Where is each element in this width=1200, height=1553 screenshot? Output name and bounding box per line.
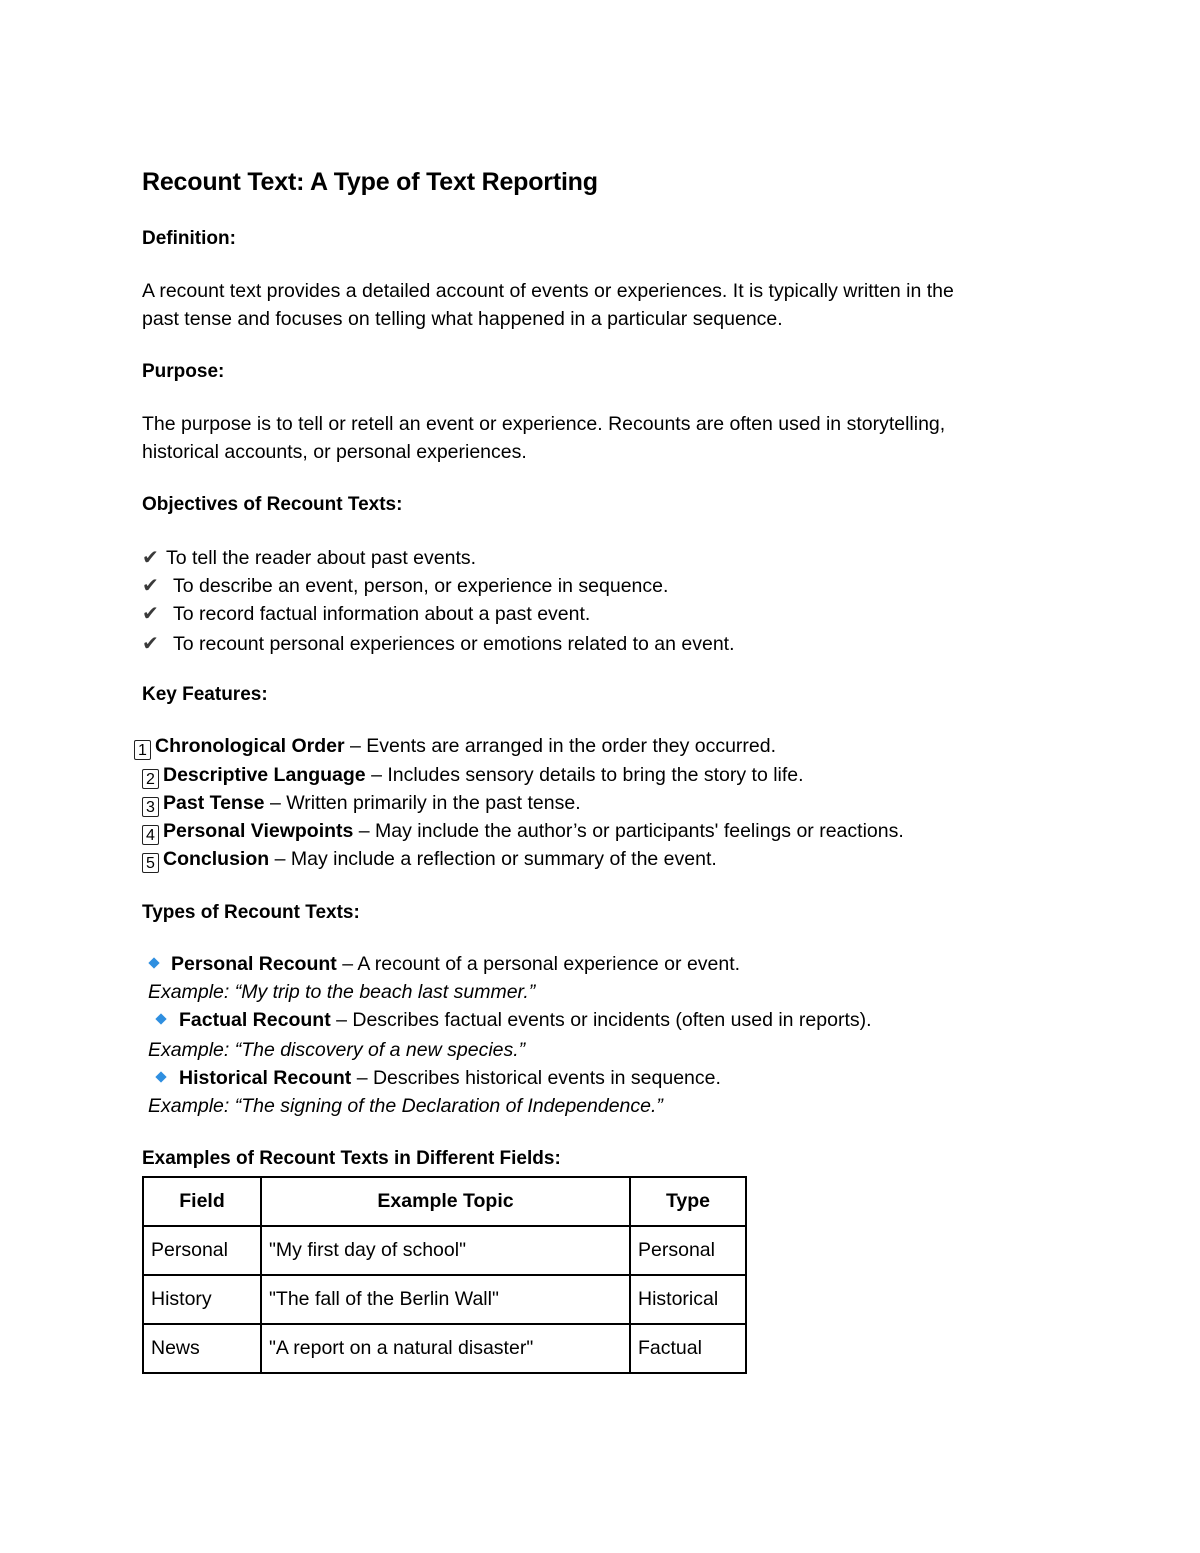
column-header-field: Field <box>143 1177 261 1226</box>
type-desc: – Describes historical events in sequence. <box>351 1067 721 1089</box>
objective-item <box>142 601 590 626</box>
purpose-text-line-1: The purpose is to tell or retell an event or experience. Recounts are often used in storytelling, <box>142 413 946 435</box>
table-cell: Factual <box>630 1324 746 1373</box>
blue-diamond-icon <box>155 1013 166 1024</box>
column-header-example-topic: Example Topic <box>261 1177 630 1226</box>
table-cell: Personal <box>630 1226 746 1275</box>
feature-term: Past Tense <box>163 792 265 814</box>
check-mark-icon: ✔ <box>142 547 159 569</box>
feature-item <box>142 820 904 845</box>
feature-desc: – May include the author’s or participants' feelings or reactions. <box>353 820 904 842</box>
table-cell: News <box>143 1324 261 1373</box>
purpose-heading: Purpose: <box>142 361 225 382</box>
number-1-icon: 1 <box>134 740 151 760</box>
number-3-icon: 3 <box>142 797 159 817</box>
objective-text: To recount personal experiences or emotions related to an event. <box>173 633 735 655</box>
table-cell: "A report on a natural disaster" <box>261 1324 630 1373</box>
feature-term: Chronological Order <box>155 735 345 757</box>
type-term: Factual Recount <box>179 1009 331 1031</box>
page-title: Recount Text: A Type of Text Reporting <box>142 168 598 196</box>
type-desc: – A recount of a personal experience or event. <box>336 953 741 975</box>
feature-item <box>142 792 581 817</box>
type-item <box>142 1067 721 1090</box>
examples-table <box>142 1176 747 1374</box>
table-cell: Personal <box>143 1226 261 1275</box>
feature-term: Personal Viewpoints <box>163 820 354 842</box>
blue-diamond-icon <box>155 1071 166 1082</box>
feature-item <box>142 848 717 873</box>
objective-item <box>142 573 668 598</box>
examples-heading: Examples of Recount Texts in Different Fields: <box>142 1148 561 1169</box>
feature-item <box>142 764 804 789</box>
table-header-row <box>143 1177 746 1226</box>
type-item <box>142 1009 872 1032</box>
feature-term: Conclusion <box>163 848 270 870</box>
type-example: Example: “My trip to the beach last summer.” <box>148 981 536 1003</box>
check-mark-icon: ✔ <box>142 603 159 625</box>
type-item <box>142 953 740 976</box>
number-2-icon: 2 <box>142 769 159 789</box>
table-cell: "My first day of school" <box>261 1226 630 1275</box>
table-cell: History <box>143 1275 261 1324</box>
feature-term: Descriptive Language <box>163 764 366 786</box>
column-header-type: Type <box>630 1177 746 1226</box>
definition-text-line-1: A recount text provides a detailed account of events or experiences. It is typically written in the <box>142 280 954 302</box>
number-5-icon: 5 <box>142 853 159 873</box>
number-4-icon: 4 <box>142 825 159 845</box>
table-cell: Historical <box>630 1275 746 1324</box>
check-mark-icon: ✔ <box>142 633 159 655</box>
check-mark-icon: ✔ <box>142 575 159 597</box>
definition-text-line-2: past tense and focuses on telling what happened in a particular sequence. <box>142 308 783 330</box>
table-row <box>143 1324 746 1373</box>
table-row <box>143 1226 746 1275</box>
types-heading: Types of Recount Texts: <box>142 902 360 923</box>
type-desc: – Describes factual events or incidents (often used in reports). <box>330 1009 872 1031</box>
feature-desc: – May include a reflection or summary of the event. <box>269 848 717 870</box>
type-example: Example: “The signing of the Declaration of Independence.” <box>148 1095 663 1117</box>
type-term: Personal Recount <box>171 953 337 975</box>
feature-desc: – Written primarily in the past tense. <box>264 792 581 814</box>
definition-heading: Definition: <box>142 228 236 249</box>
table-cell: "The fall of the Berlin Wall" <box>261 1275 630 1324</box>
objective-text: To tell the reader about past events. <box>166 547 477 569</box>
objective-item <box>142 545 476 570</box>
objective-item <box>142 631 735 656</box>
purpose-text-line-2: historical accounts, or personal experiences. <box>142 441 527 463</box>
features-heading: Key Features: <box>142 684 268 705</box>
feature-desc: – Events are arranged in the order they occurred. <box>344 735 777 757</box>
objective-text: To record factual information about a past event. <box>173 603 591 625</box>
objective-text: To describe an event, person, or experience in sequence. <box>173 575 669 597</box>
feature-item <box>134 735 776 760</box>
type-example: Example: “The discovery of a new species.” <box>148 1039 526 1061</box>
table-row <box>143 1275 746 1324</box>
blue-diamond-icon <box>148 957 159 968</box>
type-term: Historical Recount <box>179 1067 352 1089</box>
feature-desc: – Includes sensory details to bring the story to life. <box>365 764 804 786</box>
objectives-heading: Objectives of Recount Texts: <box>142 494 403 515</box>
